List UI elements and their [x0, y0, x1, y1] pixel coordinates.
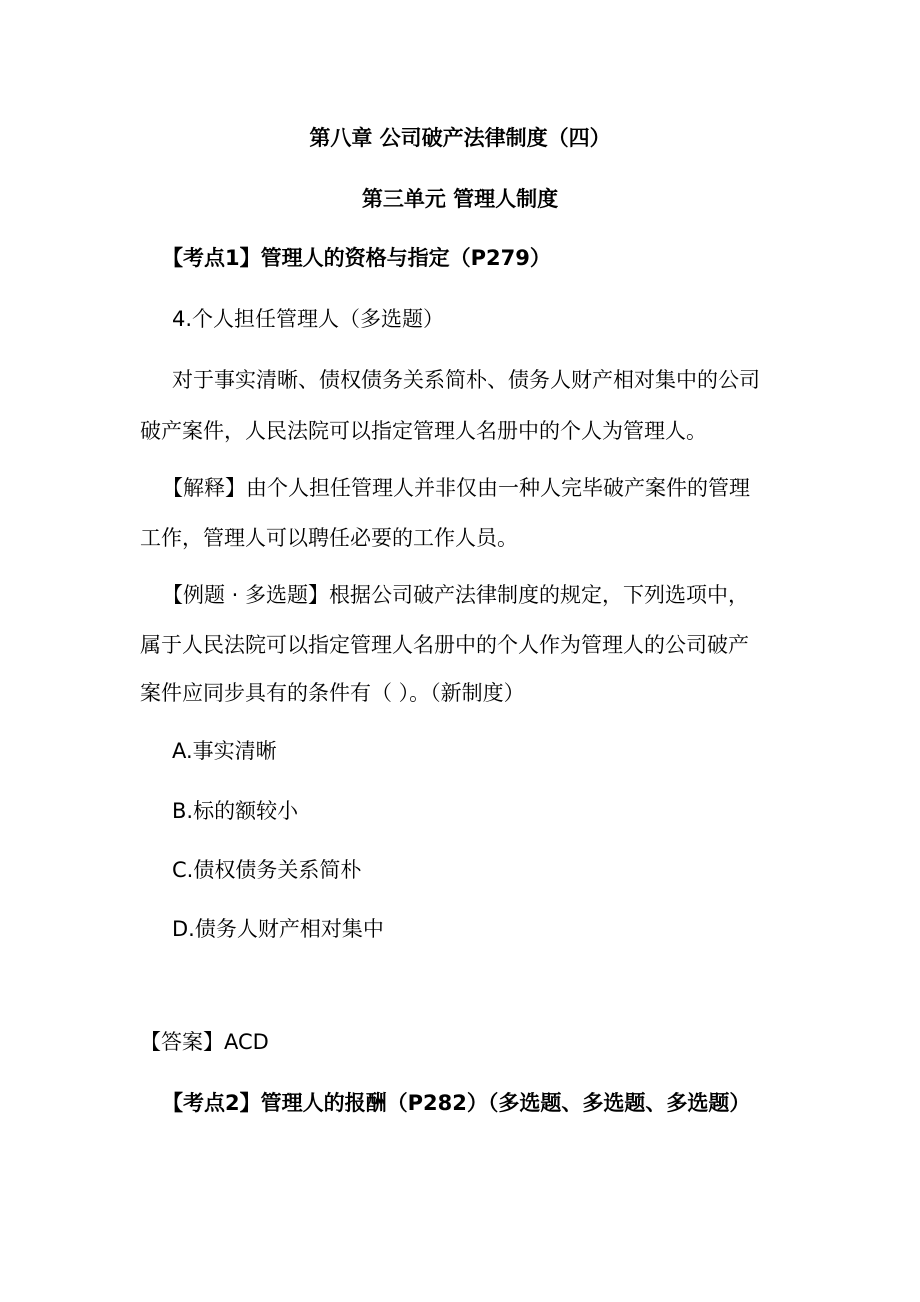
example-question-line: 案件应同步具有的条件有（ ）。（新制度）: [140, 681, 525, 705]
section-heading-kaodian-2: 【考点2】管理人的报酬（P282）（多选题、多选题、多选题）: [162, 1091, 751, 1115]
option-b: B.标的额较小: [172, 799, 299, 823]
option-c: C.债权债务关系简朴: [172, 858, 362, 882]
paragraph-line: 对于事实清晰、债权债务关系简朴、债务人财产相对集中的公司: [172, 368, 760, 392]
option-a: A.事实清晰: [172, 739, 277, 763]
example-question-line: 【例题 · 多选题】根据公司破产法律制度的规定，下列选项中，: [162, 583, 750, 607]
section-heading-kaodian-1: 【考点1】管理人的资格与指定（P279）: [162, 246, 551, 270]
item-heading: 4.个人担任管理人（多选题）: [172, 307, 445, 331]
chapter-title: 第八章 公司破产法律制度（四）: [309, 126, 611, 150]
paragraph-line: 破产案件，人民法院可以指定管理人名册中的个人为管理人。: [140, 419, 707, 443]
explanation-line: 工作，管理人可以聘任必要的工作人员。: [140, 526, 518, 550]
answer-line: 【答案】ACD: [140, 1030, 269, 1054]
option-d: D.债务人财产相对集中: [172, 917, 384, 941]
unit-title: 第三单元 管理人制度: [361, 187, 559, 211]
explanation-line: 【解释】由个人担任管理人并非仅由一种人完毕破产案件的管理: [162, 476, 750, 500]
example-question-line: 属于人民法院可以指定管理人名册中的个人作为管理人的公司破产: [140, 633, 749, 657]
